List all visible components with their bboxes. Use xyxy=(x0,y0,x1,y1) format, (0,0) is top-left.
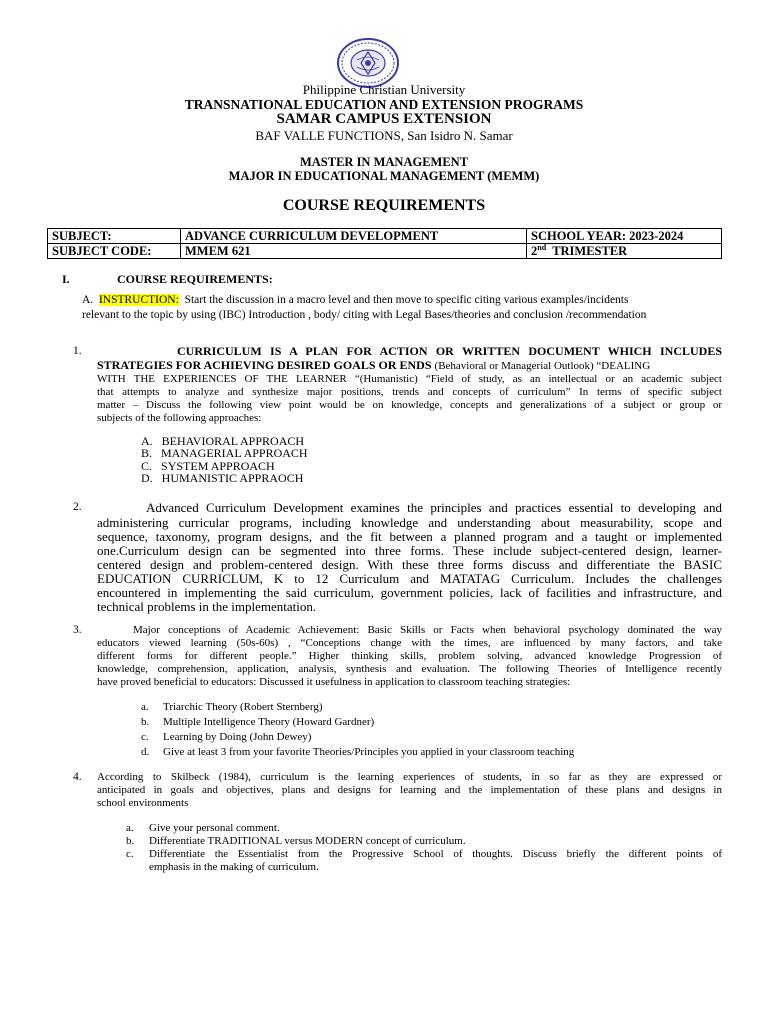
list-item: c. Differentiate the Essentialist from the Progressive School of thoughts. Discuss briefly the different points of xyxy=(126,848,722,860)
item-number: 4. xyxy=(73,771,82,783)
major-name: MAJOR IN EDUCATIONAL MANAGEMENT (MEMM) xyxy=(228,169,540,183)
item1-line3: WITH THE EXPERIENCES OF THE LEARNER “(Humanistic) “Field of study, as an intellectual or an academic subject xyxy=(97,373,722,385)
subject-code-label: SUBJECT CODE: xyxy=(48,244,181,259)
list-item: d. Give at least 3 from your favorite Theories/Principles you applied in your classroom teaching xyxy=(141,746,575,758)
subject-info-table xyxy=(47,228,722,259)
item1-heading-line2: STRATEGIES FOR ACHIEVING DESIRED GOALS OR ENDS (Behavioral or Managerial Outlook) “DEALING xyxy=(97,358,651,372)
instruction-line-2: relevant to the topic by using (IBC) Introduction , body/ citing with Legal Bases/theories and conclusion /recommendation xyxy=(82,309,647,321)
table-row xyxy=(48,244,722,259)
school-year: SCHOOL YEAR: 2023-2024 xyxy=(527,229,722,244)
list-item-continuation: emphasis in the making of curriculum. xyxy=(149,861,319,873)
program-name: TRANSNATIONAL EDUCATION AND EXTENSION PROGRAMS xyxy=(184,97,584,112)
university-seal-icon xyxy=(337,38,399,88)
item-number: 3. xyxy=(73,624,82,636)
university-name: Philippine Christian University xyxy=(302,82,466,97)
item3-line: knowledge, comprehension, application, analysis, synthesis and evaluation. The following Theories of Intelligence recently xyxy=(97,663,722,675)
item3-line: different forms for different people.” Higher thinking skills, problem solving, advanced knowledge Progression of xyxy=(97,650,722,662)
item-number: 2. xyxy=(73,501,82,513)
instruction-label: INSTRUCTION: xyxy=(98,294,179,306)
item4-line: According to Skilbeck (1984), curriculum is the learning experiences of students, in so far as they are expressed or xyxy=(97,771,722,783)
list-item: A. BEHAVIORAL APPROACH xyxy=(141,434,305,448)
item2-line: centered design and problem-centered design. With these three forms discuss and differentiate the BASIC xyxy=(97,557,722,572)
item1-line5: matter – Discuss the following view point would be on knowledge, concepts and generalizations of a subject or group or xyxy=(97,399,722,411)
item2-line: technical problems in the implementation. xyxy=(97,599,317,614)
subject-code-value: MMEM 621 xyxy=(181,244,527,259)
list-item: c. Learning by Doing (John Dewey) xyxy=(141,731,312,743)
list-item: b. Differentiate TRADITIONAL versus MODERN concept of curriculum. xyxy=(126,835,466,847)
item1-line4: that attempts to analyze and synthesize major positions, trends and concepts of curriculum” In terms of specific subject xyxy=(97,386,722,398)
degree-name: MASTER IN MANAGEMENT xyxy=(299,155,469,169)
list-item: C. SYSTEM APPROACH xyxy=(141,459,275,473)
item2-line: Advanced Curriculum Development examines the principles and practices essential to developing and xyxy=(146,500,722,515)
list-item: a. Triarchic Theory (Robert Sternberg) xyxy=(141,701,323,713)
list-item: B. MANAGERIAL APPROACH xyxy=(141,446,308,460)
campus-name: SAMAR CAMPUS EXTENSION xyxy=(276,111,492,127)
item3-line: Major conceptions of Academic Achievement: Basic Skills or Facts when behavioral psychology dominated the way xyxy=(133,624,722,636)
item2-line: encountered in implementing the said curriculum, government policies, lack of facilities and infrastructure, and xyxy=(97,585,722,600)
list-item: D. HUMANISTIC APPRAOCH xyxy=(141,471,304,485)
item1-line6: subjects of the following approaches: xyxy=(97,412,262,424)
item3-line: educators viewed learning (50s-60s) , “Conceptions change with the times, are influenced by many factors, and take xyxy=(97,637,722,649)
list-item: b. Multiple Intelligence Theory (Howard Gardner) xyxy=(141,716,375,728)
instruction-line-1: A. INSTRUCTION: Start the discussion in a macro level and then move to specific citing various examples/incidents xyxy=(82,294,629,306)
table-row xyxy=(48,229,722,244)
section-title: COURSE REQUIREMENTS: xyxy=(117,272,273,286)
item1-heading-line1: CURRICULUM IS A PLAN FOR ACTION OR WRITTEN DOCUMENT WHICH INCLUDES xyxy=(177,344,722,358)
trimester: 2nd TRIMESTER xyxy=(527,244,722,259)
page-title: COURSE REQUIREMENTS xyxy=(282,197,486,214)
item4-line: school environments xyxy=(97,797,189,809)
list-item: a. Give your personal comment. xyxy=(126,822,280,834)
subject-label: SUBJECT: xyxy=(48,229,181,244)
campus-address: BAF VALLE FUNCTIONS, San Isidro N. Samar xyxy=(255,128,513,143)
item2-line: administering curricular programs, including knowledge and understanding about measurability, scope and xyxy=(97,515,722,530)
item2-line: one.Curriculum design can be segmented into three forms. These include subject-centered design, learner- xyxy=(97,543,722,558)
section-numeral: I. xyxy=(62,272,70,286)
item2-line: sequence, taxonomy, program designs, and the fit between a planned program and a taught or implemented xyxy=(97,529,722,544)
item3-line: have proved beneficial to educators: Discussed it usefulness in application to classroom teaching strategies: xyxy=(97,676,571,688)
item4-line: anticipated in goals and objectives, plans and designs for learning and the implementation of these plans and designs in xyxy=(97,784,722,796)
item-number: 1. xyxy=(73,345,82,357)
item2-line: EDUCATION CURRICLUM, K to 12 Curriculum and MATATAG Curriculum. Includes the challenges xyxy=(97,571,722,586)
subject-value: ADVANCE CURRICULUM DEVELOPMENT xyxy=(181,229,527,244)
